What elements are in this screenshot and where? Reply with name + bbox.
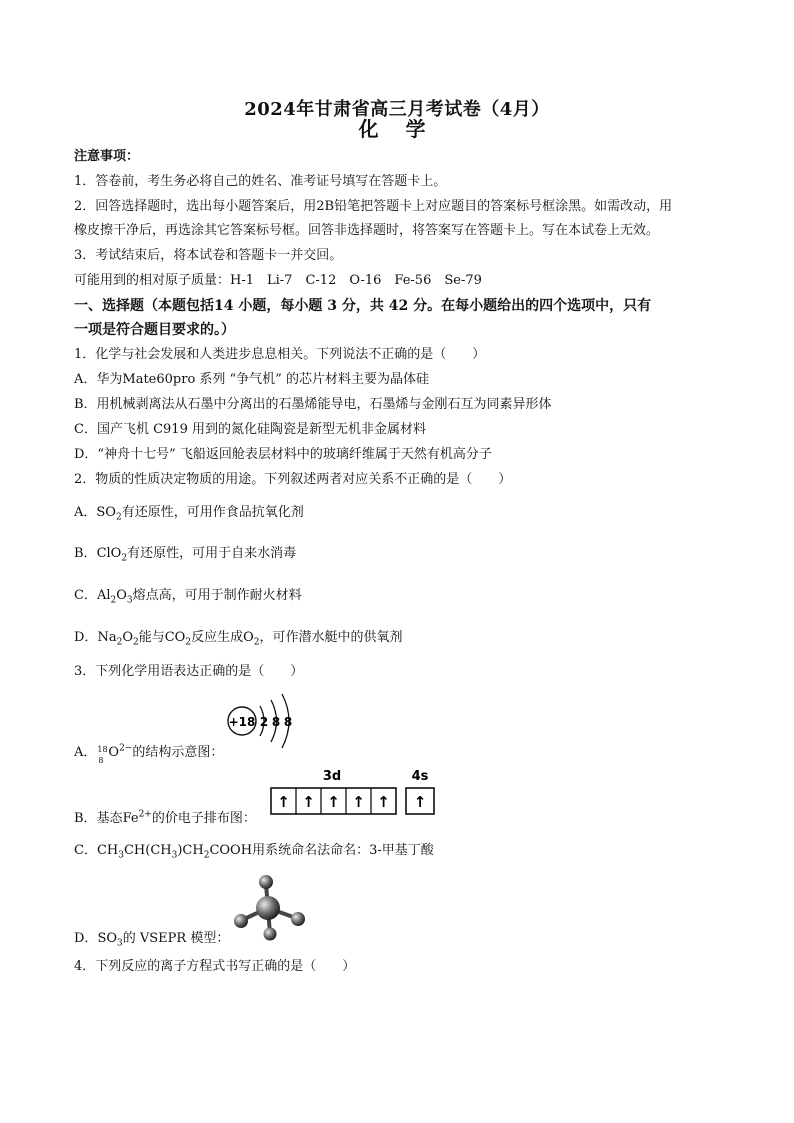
atom-structure-diagram [226,688,298,754]
q2-option-d: D．$Na_2O_2$能与$CO_2$反应生成$O_2$，可作潜水艇中的供氧剂 [74,630,403,648]
orbital-arrow-3: ↑ [327,793,340,811]
q2-option-b: B．ClO$_2$有还原性，可用于自来水消毒 [74,546,297,564]
orbital-arrow-5: ↑ [377,793,390,811]
central-atom [256,896,280,920]
subject-title: 化 学 [358,117,436,141]
q1-option-a: A．华为Mate60pro 系列 “争气机” 的芯片材料主要为晶体硅 [74,372,429,387]
q1-option-d: D．“神舟十七号” 飞船返回舱表层材料中的玻璃纤维属于天然有机高分子 [74,447,492,462]
q2-stem: 2．物质的性质决定物质的用途。下列叙述两者对应关系不正确的是（ ） [74,472,512,487]
note-item-2: 2．回答选择题时，选出每小题答案后，用2B铅笔把答题卡上对应题目的答案标号框涂黑。如需改动，用 [74,199,673,214]
atomic-masses: 可能用到的相对原子质量：H-1 Li-7 C-12 O-16 Fe-56 Se-79 [74,273,482,288]
section-heading-cont: 一项是符合题目要求的。） [74,322,235,338]
orbital-arrow-2: ↑ [302,793,315,811]
nucleus-charge: +18 [228,715,256,729]
orbital-arrow-1: ↑ [277,793,290,811]
note-item-3: 3．考试结束后，将本试卷和答题卡一并交回。 [74,248,343,263]
shell-electrons-1: 2 [259,715,269,729]
outer-atom-left [234,914,248,928]
q3-option-a: A． 18 8 $O^{2-}$的结构示意图： [74,743,224,765]
outer-atom-bottom [264,928,277,941]
notes-heading: 注意事项： [74,149,140,164]
shell-electrons-3: 8 [283,715,293,729]
orbital-label-3d: 3d [322,769,342,784]
vsepr-model-diagram [232,872,308,942]
exam-title: 2024年甘肃省高三月考试卷（4月） [244,99,550,120]
outer-atom-right [291,912,305,926]
q3-option-c: C．$CH_3CH(CH_3)CH_2COOH$用系统命名法命名：3-甲基丁酸 [74,843,434,861]
q1-option-c: C．国产飞机 C919 用到的氮化硅陶瓷是新型无机非金属材料 [74,422,426,437]
orbital-arrow-6: ↑ [413,793,427,811]
shell-electrons-2: 8 [271,715,281,729]
q2-option-a: A．$SO_2$有还原性，可用作食品抗氧化剂 [74,505,304,523]
note-item-1: 1．答卷前，考生务必将自己的姓名、准考证号填写在答题卡上。 [74,174,447,189]
q4-stem: 4．下列反应的离子方程式书写正确的是（ ） [74,959,356,974]
orbital-label-4s: 4s [411,769,429,784]
q3-option-b: B．基态$Fe^{2+}$的价电子排布图： [74,809,256,826]
outer-atom-top [259,875,273,889]
q3-option-d: D．$SO_3$的 VSEPR 模型： [74,931,230,949]
q3-stem: 3．下列化学用语表达正确的是（ ） [74,664,304,679]
orbital-arrow-4: ↑ [352,793,365,811]
section-heading: 一、选择题（本题包括14 小题，每小题 3 分，共 42 分。在每小题给出的四个选项中，只有 [74,298,652,314]
orbital-diagram [268,766,438,816]
q1-stem: 1．化学与社会发展和人类进步息息相关。下列说法不正确的是（ ） [74,347,486,362]
q1-option-b: B．用机械剥离法从石墨中分离出的石墨烯能导电，石墨烯与金刚石互为同素异形体 [74,397,552,412]
note-item-2-cont: 橡皮擦干净后，再选涂其它答案标号框。回答非选择题时，将答案写在答题卡上。写在本试卷上无效。 [74,223,660,238]
q2-option-c: C．$Al_2O_3$熔点高，可用于制作耐火材料 [74,588,302,606]
